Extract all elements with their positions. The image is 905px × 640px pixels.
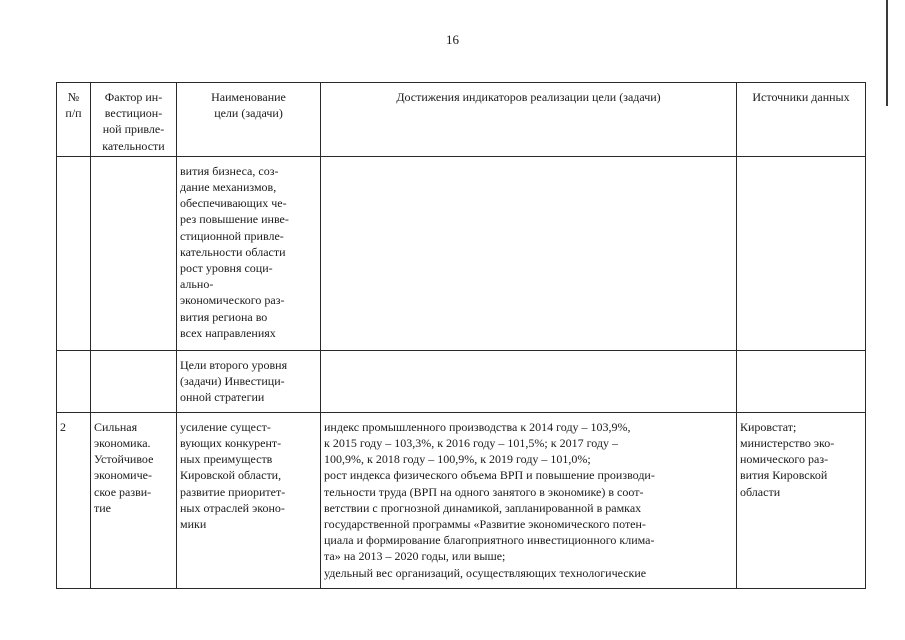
cell-sources: Кировстат; министерство эко- номического раз- вития Кировской области (737, 412, 866, 588)
cell-goal: усиление сущест- вующих конкурент- ных преимуществ Кировской области, развитие приоритет- ных отраслей эконо- мики (177, 412, 321, 588)
cell-indicators (321, 350, 737, 412)
header-num: № п/п (57, 83, 91, 157)
document-table (56, 82, 866, 589)
cell-num (57, 350, 91, 412)
cell-indicators: индекс промышленного производства к 2014 году – 103,9%, к 2015 году – 103,3%, к 2016 году – 101,5%; к 2017 году – 100,9%, к 2018 году – 100,9%, к 2019 году – 101,0%; рост индекса физического объема ВРП и повышение производи- тельности труда (ВРП на одного занятого в экономике) в соот- ветствии с прогнозной динамикой, запланированной в рамках государственной программы «Развитие экономического потен- циала и формирование благоприятного инвестиционного клима- та» на 2013 – 2020 годы, или выше; удельный вес организаций, осуществляющих технологические (321, 412, 737, 588)
table-header-row (57, 83, 866, 157)
cell-goal: Цели второго уровня (задачи) Инвестици- онной стратегии (177, 350, 321, 412)
table-row (57, 156, 866, 350)
header-goal: Наименование цели (задачи) (177, 83, 321, 157)
cell-goal: вития бизнеса, соз- дание механизмов, обеспечивающих че- рез повышение инве- стиционной привле- кательности области рост уровня соци- ально- экономического раз- вития региона во всех направлениях (177, 156, 321, 350)
cell-sources (737, 350, 866, 412)
cell-num (57, 156, 91, 350)
cell-factor (91, 156, 177, 350)
cell-indicators (321, 156, 737, 350)
header-sources: Источники данных (737, 83, 866, 157)
cell-factor: Сильная экономика. Устойчивое экономиче- ское разви- тие (91, 412, 177, 588)
header-factor: Фактор ин- вестицион- ной привле- кательности (91, 83, 177, 157)
table-row (57, 412, 866, 588)
cell-num: 2 (57, 412, 91, 588)
cell-sources (737, 156, 866, 350)
scan-edge-line (886, 0, 888, 106)
page-number: 16 (446, 32, 459, 47)
cell-factor (91, 350, 177, 412)
table-row (57, 350, 866, 412)
header-indicators: Достижения индикаторов реализации цели (задачи) (321, 83, 737, 157)
